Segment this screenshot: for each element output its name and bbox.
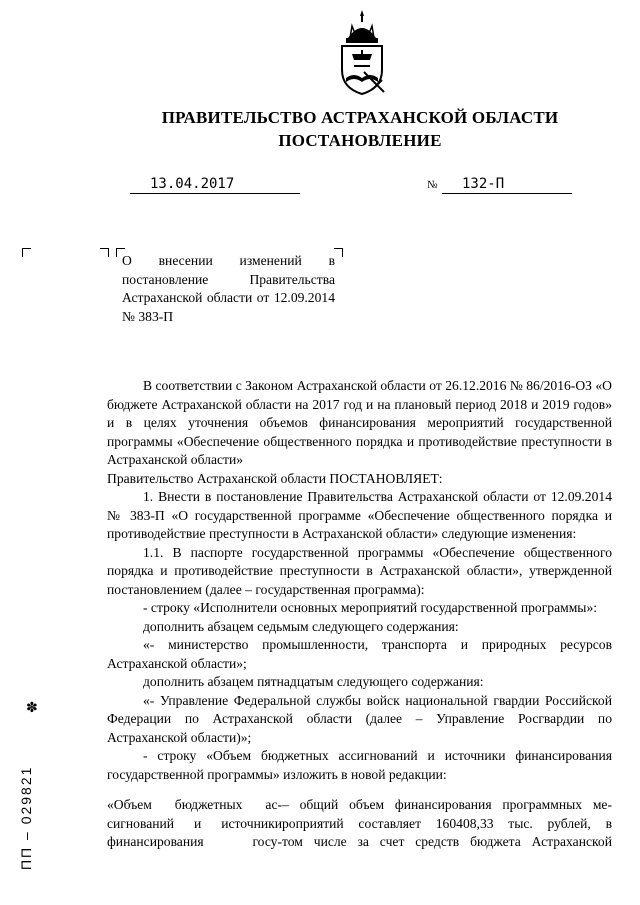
doc-type-title: ПОСТАНОВЛЕНИЕ	[278, 131, 442, 150]
funding-table	[107, 796, 612, 852]
table-right-column	[282, 796, 612, 852]
corner-mark	[334, 248, 343, 257]
body-paragraph: дополнить абзацем пятнадцатым следующего содержания:	[143, 674, 484, 689]
document-date: 13.04.2017	[130, 176, 300, 194]
table-cell-line: – общий объем финансирования программных ме-	[282, 797, 612, 812]
body-paragraph: дополнить абзацем седьмым следующего содержания:	[143, 618, 459, 634]
subject-text: О внесении изменений в постановление Правительства Астраханской области от 12.09.2014 № 383-П	[122, 253, 335, 324]
corner-mark	[22, 248, 31, 257]
corner-mark	[100, 248, 109, 257]
body-paragraph: 1. Внести в постановление Правительства Астраханской области от 12.09.2014 № 383-П «О государственной программе «Обеспечение общественного порядка и противодействие преступности в Астраханской области» следующие изменения:	[107, 489, 612, 541]
star-mark: ✽	[26, 700, 38, 716]
body-paragraph: «- министерство промышленности, транспорта и природных ресурсов Астраханской области»;	[107, 637, 612, 671]
body-paragraph: В соответствии с Законом Астраханской области от 26.12.2016 № 86/2016-ОЗ «О бюджете Астраханской области на 2017 год и на плановый период 2018 и 2019 годов» и в целях уточнения объемов финансирования мероприятий государственной программы «Обеспечение общественного порядка и противодействие преступности в Астраханской области»	[107, 378, 612, 467]
table-cell-line: «Объем бюджетных ас-	[107, 797, 282, 812]
number-label: №	[427, 179, 438, 191]
body-paragraph: - строку «Объем бюджетных ассигнований и источники финансирования государственной программы» изложить в новой редакции:	[107, 748, 612, 782]
document-number: 132-П	[442, 176, 572, 194]
table-cell-line: сигнований и источники	[107, 815, 282, 831]
table-cell-line: том числе за счет средств бюджета Астраханской	[282, 834, 612, 849]
table-cell-line: роприятий составляет 160408,33 тыс. рублей, в	[282, 815, 612, 831]
org-title: ПРАВИТЕЛЬСТВО АСТРАХАНСКОЙ ОБЛАСТИ	[161, 108, 559, 127]
body-paragraph: - строку «Исполнители основных мероприятий государственной программы»:	[143, 600, 598, 615]
document-body	[107, 377, 612, 784]
table-left-column	[107, 796, 282, 852]
body-paragraph: 1.1. В паспорте государственной программы «Обеспечение общественного порядка и противодействие преступности в Астраханской области», утвержденной постановлением (далее – государственная программа):	[107, 544, 612, 597]
body-paragraph: «- Управление Федеральной службы войск национальной гвардии Российской Федерации по Астраханской области (далее – Управление Росгвардии по Астраханской области)»;	[107, 692, 612, 745]
document-subject	[122, 252, 335, 326]
serial-stamp: ПП – 029821	[18, 765, 34, 870]
table-cell-line: финансирования госу-	[107, 834, 282, 849]
body-paragraph: Правительство Астраханской области ПОСТАНОВЛЯЕТ:	[107, 470, 443, 486]
coat-of-arms-emblem	[334, 8, 390, 100]
